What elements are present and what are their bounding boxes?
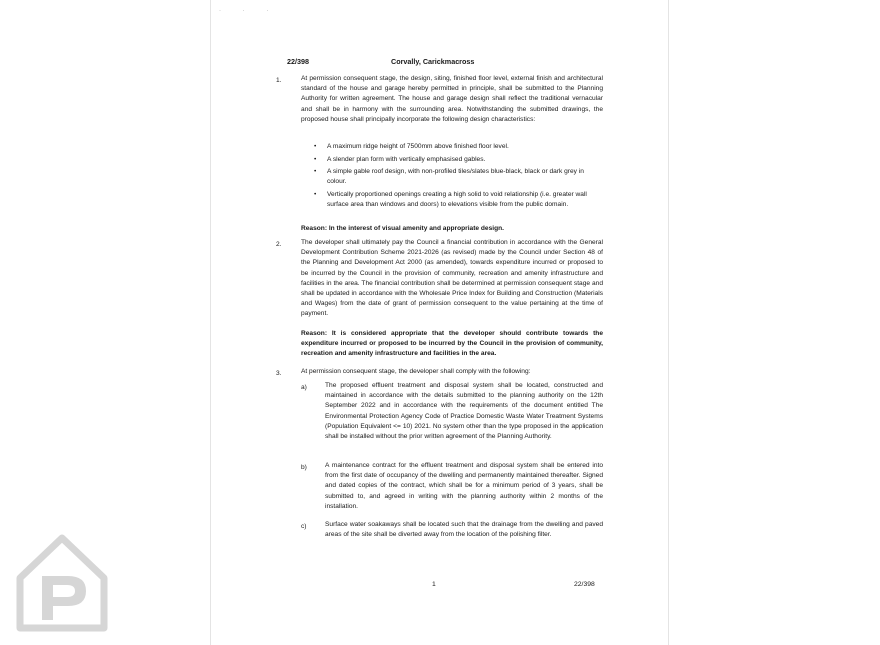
bullet-item: • A maximum ridge height of 7500mm above finished floor level. — [314, 142, 604, 152]
scan-artifact: · · · — [219, 8, 279, 14]
subitem-a-text: The proposed effluent treatment and disposal system shall be located, constructed and maintained in accordance with the details submitted to the planning authority on the 12th September 2022 and in accordance with the requirements of the document entitled The Environmental Protection Agency Code of Practice Domestic Waste Water Treatment Systems (Population Equivalent <= 10) 2021. No system other than the type proposed in the application shall be installed without the prior written agreement of the Planning Authority. — [325, 382, 603, 441]
footer-page-number: 1 — [432, 581, 436, 588]
condition-2-text: The developer shall ultimately pay the Council a financial contribution in accordance with the General Development Contribution Scheme 2021-2026 (as revised) made by the Council under Section 48 of the Planning and Development Act 2000 (as amended), towards expenditure incurred or proposed to be incurred by the Council in the provision of community, recreation and amenity infrastructure and facilities in the area. The financial contribution shall be determined at permission consequent stage and shall be updated in accordance with the Wholesale Price Index for Building and Construction (Materials and Wages) from the date of grant of permission consequent to the value pertaining at the time of payment. — [301, 239, 603, 318]
bullet-item: • Vertically proportioned openings creating a high solid to void relationship (i.e. greater wall surface area than windows and doors) to elevations visible from the public domain. — [314, 190, 587, 208]
condition-1-bullet-list — [314, 142, 604, 212]
subitem-c-text: Surface water soakaways shall be located such that the drainage from the dwelling and paved areas of the site shall be diverted away from the location of the polishing filter. — [325, 521, 603, 539]
condition-2-number: 2. — [276, 241, 282, 248]
condition-3-number: 3. — [276, 370, 282, 377]
bullet-icon: • — [314, 168, 317, 175]
footer-reference: 22/398 — [574, 581, 595, 588]
header-location: Corvally, Carickmacross — [391, 57, 475, 66]
subitem-b-text: A maintenance contract for the effluent treatment and disposal system shall be entered into from the first date of occupancy of the dwelling and permanently maintained thereafter. Signed and dated copies of the contract, which shall be for a minimum period of 3 years, shall be submitted to, and agreed in writing with the planning authority within 2 months of the installation. — [325, 462, 603, 510]
condition-1-text: At permission consequent stage, the design, siting, finished floor level, external finish and architectural standard of the house and garage hereby permitted in principle, shall be submitted to the Planning Authority for written agreement. The house and garage design shall reflect the traditional vernacular and shall be in harmony with the surrounding area. Notwithstanding the submitted drawings, the proposed house shall principally incorporate the following design characteristics: — [301, 75, 603, 123]
bullet-item: • A simple gable roof design, with non-profiled tiles/slates blue-black, black or dark grey in colour. — [314, 168, 584, 186]
bullet-item: • A slender plan form with vertically emphasised gables. — [314, 155, 604, 165]
subitem-b-label: b) — [301, 464, 307, 471]
header-reference: 22/398 — [287, 57, 309, 66]
subitem-a-label: a) — [301, 384, 307, 391]
condition-2-reason: Reason: It is considered appropriate that the developer should contribute towards the expenditure incurred or proposed to be incurred by the Council in the provision of community, recreation and amenity infrastructure and facilities in the area. — [301, 330, 603, 358]
bullet-icon: • — [314, 190, 317, 198]
bullet-icon: • — [314, 155, 317, 163]
condition-1-reason: Reason: In the interest of visual amenity and appropriate design. — [301, 225, 504, 232]
condition-1-number: 1. — [276, 77, 282, 84]
subitem-c-label: c) — [301, 523, 307, 530]
condition-3-text: At permission consequent stage, the developer shall comply with the following: — [301, 368, 531, 375]
bullet-icon: • — [314, 143, 317, 150]
property-logo-watermark-icon — [12, 530, 112, 635]
